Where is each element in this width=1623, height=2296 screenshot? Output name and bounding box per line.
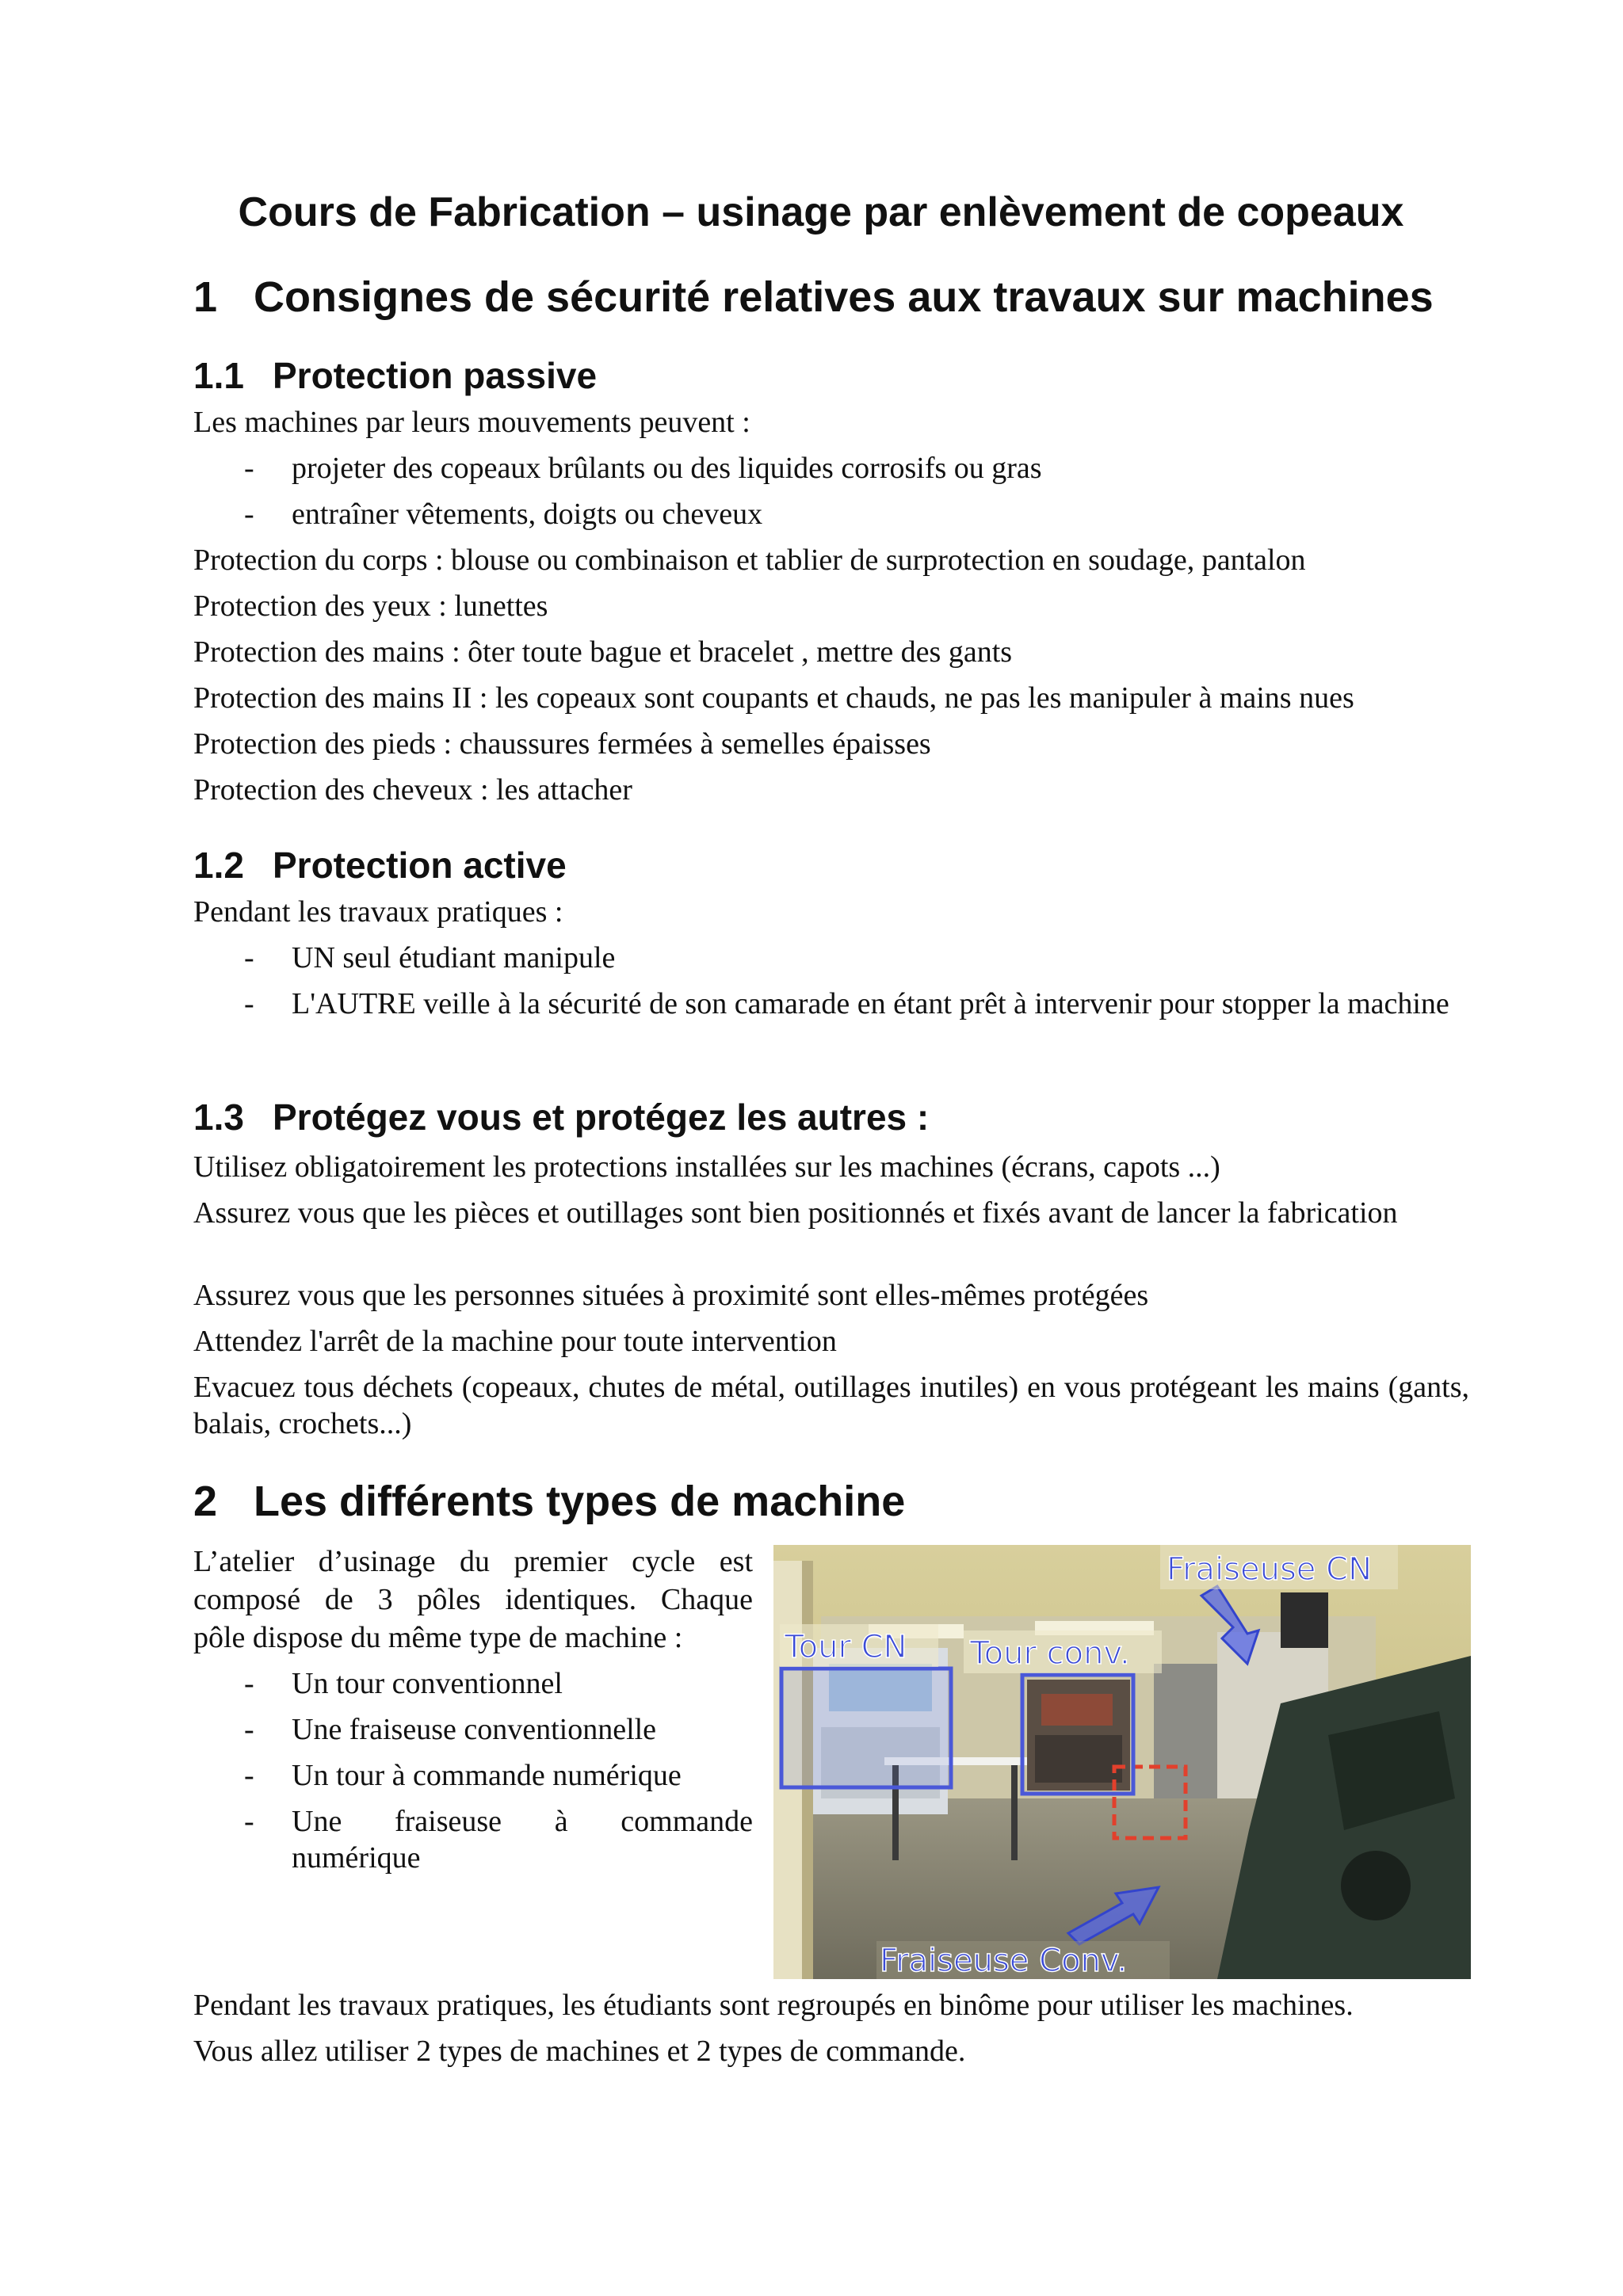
list-item: - projeter des copeaux brûlants ou des liquides corrosifs ou gras: [244, 452, 1042, 485]
section-title: Consignes de sécurité relatives aux travaux sur machines: [254, 273, 1434, 321]
subsection-1-1-heading: [193, 353, 597, 398]
section-title: Les différents types de machine: [254, 1478, 906, 1525]
paragraph-line: Protection du corps : blouse ou combinaison et tablier de surprotection en soudage, pantalon: [193, 543, 1306, 577]
subsection-number: 1.2: [193, 845, 244, 886]
list-item: - Un tour conventionnel: [244, 1667, 563, 1700]
paragraph-line: L’atelier d’usinage du premier cycle est: [193, 1545, 753, 1578]
subsection-1-3-heading: [193, 1095, 929, 1139]
subsection-title: Protection active: [273, 845, 567, 886]
paragraph-line: Attendez l'arrêt de la machine pour toute intervention: [193, 1325, 837, 1358]
list-item: - L'AUTRE veille à la sécurité de son camarade en étant prêt à intervenir pour stopper la machine: [244, 987, 1449, 1020]
subsection-title: Protégez vous et protégez les autres :: [273, 1097, 930, 1138]
paragraph-line: Utilisez obligatoirement les protections installées sur les machines (écrans, capots ...): [193, 1150, 1220, 1184]
label-fraiseuse-conv: Fraiseuse Conv.: [880, 1943, 1128, 1979]
paragraph-intro: Pendant les travaux pratiques :: [193, 895, 563, 929]
section-number: 2: [193, 1478, 218, 1525]
list-item: - Une fraiseuse à commande numérique: [244, 1805, 753, 1875]
paragraph-line: Evacuez tous déchets (copeaux, chutes de métal, outillages inutiles) en vous protégeant les mains (gants, balais, crochets...): [193, 1371, 1469, 1440]
paragraph-line: Assurez vous que les personnes situées à proximité sont elles-mêmes protégées: [193, 1279, 1149, 1312]
label-tour-conv: Tour conv.: [970, 1635, 1130, 1672]
paragraph-line: Protection des cheveux : les attacher: [193, 773, 632, 807]
paragraph-intro: Les machines par leurs mouvements peuvent :: [193, 406, 750, 439]
section-1-heading: [193, 271, 1434, 323]
paragraph-line: Protection des pieds : chaussures fermées à semelles épaisses: [193, 727, 931, 761]
list-item: - Une fraiseuse conventionnelle: [244, 1713, 657, 1746]
paragraph-line: pôle dispose du même type de machine :: [193, 1621, 683, 1654]
paragraph-line: Protection des mains II : les copeaux sont coupants et chauds, ne pas les manipuler à mains nues: [193, 681, 1354, 715]
label-tour-cn: Tour CN: [785, 1629, 907, 1665]
paragraph-line: Protection des yeux : lunettes: [193, 589, 548, 623]
subsection-number: 1.1: [193, 355, 244, 396]
list-item: - entraîner vêtements, doigts ou cheveux: [244, 498, 763, 531]
paragraph-line: composé de 3 pôles identiques. Chaque: [193, 1583, 753, 1616]
subsection-number: 1.3: [193, 1097, 244, 1138]
list-item: - Un tour à commande numérique: [244, 1759, 682, 1792]
subsection-1-2-heading: [193, 843, 567, 887]
workshop-photo: [773, 1545, 1471, 1979]
paragraph-line: Protection des mains : ôter toute bague et bracelet , mettre des gants: [193, 635, 1013, 669]
section-number: 1: [193, 273, 218, 321]
subsection-title: Protection passive: [273, 355, 598, 396]
paragraph-line: Pendant les travaux pratiques, les étudiants sont regroupés en binôme pour utiliser les machines.: [193, 1989, 1354, 2022]
list-item: - UN seul étudiant manipule: [244, 941, 616, 974]
paragraph-line: Vous allez utiliser 2 types de machines et 2 types de commande.: [193, 2035, 966, 2068]
section-2-heading: [193, 1475, 905, 1527]
paragraph-line: Assurez vous que les pièces et outillages sont bien positionnés et fixés avant de lancer la fabrication: [193, 1196, 1398, 1230]
label-fraiseuse-cn: Fraiseuse CN: [1167, 1551, 1372, 1588]
document-title: Cours de Fabrication – usinage par enlèvement de copeaux: [238, 189, 1404, 235]
